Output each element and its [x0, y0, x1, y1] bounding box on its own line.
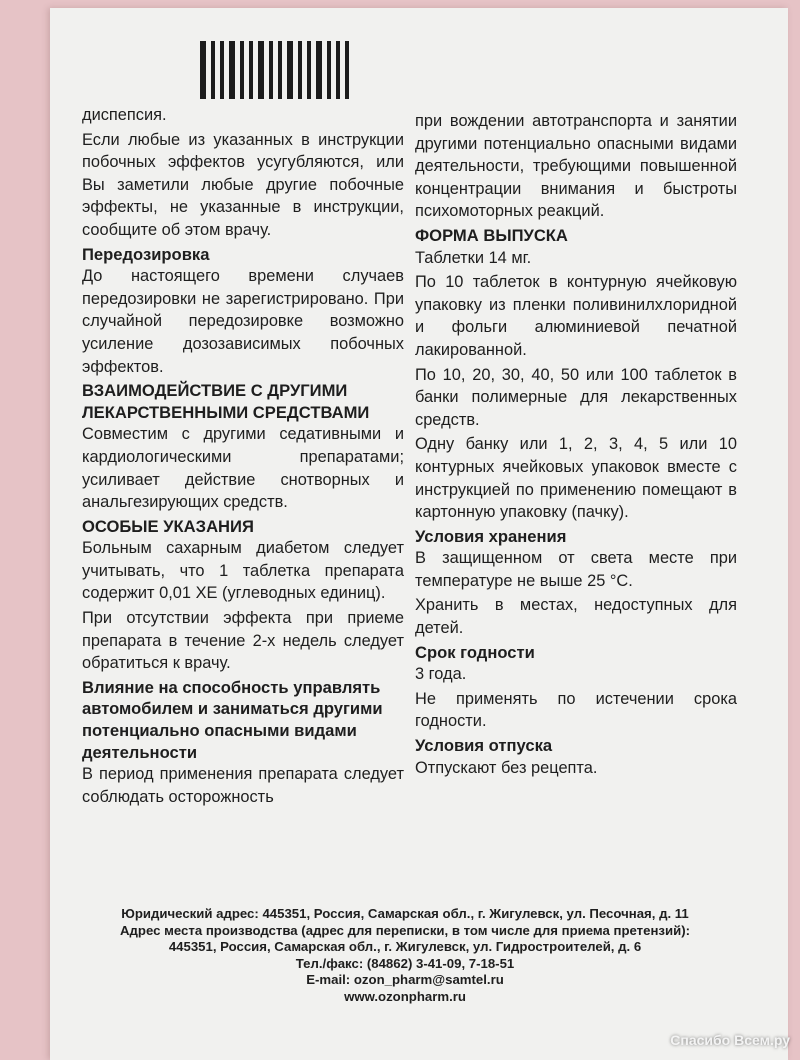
paragraph: Одну банку или 1, 2, 3, 4, 5 или 10 контурных ячейковых упаковок вместе с инструкцией по применению помещают в картонную упаковку (пачку).: [415, 435, 737, 522]
section-heading: Срок годности: [415, 642, 535, 662]
section-heading: Влияние на способность управлять автомобилем и заниматься другими потенциально опасными видами деятельности: [82, 677, 383, 762]
paragraph: 3 года.: [415, 665, 467, 684]
site-watermark: Спасибо Всем.ру: [670, 1032, 790, 1048]
left-column: [82, 104, 404, 810]
paragraph: Не применять по истечении срока годности.: [415, 689, 737, 731]
paragraph: По 10 таблеток в контурную ячейковую упаковку из пленки поливинилхлоридной и фольги алюминиевой печатной лакированной.: [415, 273, 737, 359]
paragraph: диспепсия.: [82, 106, 167, 124]
section-heading: ВЗАИМОДЕЙСТВИЕ С ДРУГИМИ ЛЕКАРСТВЕННЫМИ СРЕДСТВАМИ: [82, 381, 370, 422]
section-heading: ОСОБЫЕ УКАЗАНИЯ: [82, 516, 254, 536]
paragraph: Совместим с другими седативными и кардиологическими препаратами; усиливает действие снотворных и анальгезирующих средств.: [82, 425, 404, 512]
section-heading: Условия отпуска: [415, 736, 553, 756]
section-heading: Передозировка: [82, 244, 210, 264]
production-address: 445351, Россия, Самарская обл., г. Жигулевск, ул. Гидростроителей, д. 6: [168, 939, 642, 955]
paragraph: По 10, 20, 30, 40, 50 или 100 таблеток в банки полимерные для лекарственных средств.: [415, 365, 737, 429]
section-heading: ФОРМА ВЫПУСКА: [415, 225, 568, 245]
email: E-mail: ozon_pharm@samtel.ru: [306, 972, 504, 988]
paragraph: При отсутствии эффекта при приеме препарата в течение 2-х недель следует обратиться к врачу.: [82, 609, 404, 673]
website: www.ozonpharm.ru: [344, 988, 466, 1004]
paragraph: В период применения препарата следует соблюдать осторожность: [82, 765, 404, 806]
legal-address: Юридический адрес: 445351, Россия, Самарская обл., г. Жигулевск, ул. Песочная, д. 11: [121, 906, 689, 921]
manufacturer-footer: [60, 906, 750, 1006]
barcode: [200, 41, 372, 99]
paragraph: До настоящего времени случаев передозировки не зарегистрировано. При случайной передозировке возможно усиление дозозависимых побочных эффектов.: [82, 267, 404, 376]
paragraph: В защищенном от света месте при температуре не выше 25 °С.: [415, 549, 737, 590]
section-heading: Условия хранения: [415, 526, 567, 546]
paragraph: Если любые из указанных в инструкции побочных эффектов усугубляются, или Вы заметили любые другие побочные эффекты, не указанные в инструкции, сообщите об этом врачу.: [82, 130, 404, 239]
paragraph: Больным сахарным диабетом следует учитывать, что 1 таблетка препарата содержит 0,01 ХЕ (углеводных единиц).: [82, 539, 404, 603]
paragraph: Хранить в местах, недоступных для детей.: [415, 596, 737, 638]
phone-fax: Тел./факс: (84862) 3-41-09, 7-18-51: [295, 955, 515, 971]
paragraph: Отпускают без рецепта.: [415, 758, 598, 777]
right-column: [415, 110, 737, 781]
paragraph: Таблетки 14 мг.: [415, 248, 532, 267]
paragraph: при вождении автотранспорта и занятии другими потенциально опасными видами деятельности, требующими повышенной концентрации внимания и быстроты психомоторных реакций.: [415, 112, 737, 221]
production-address-label: Адрес места производства (адрес для переписки, в том числе для приема претензий):: [120, 922, 690, 938]
